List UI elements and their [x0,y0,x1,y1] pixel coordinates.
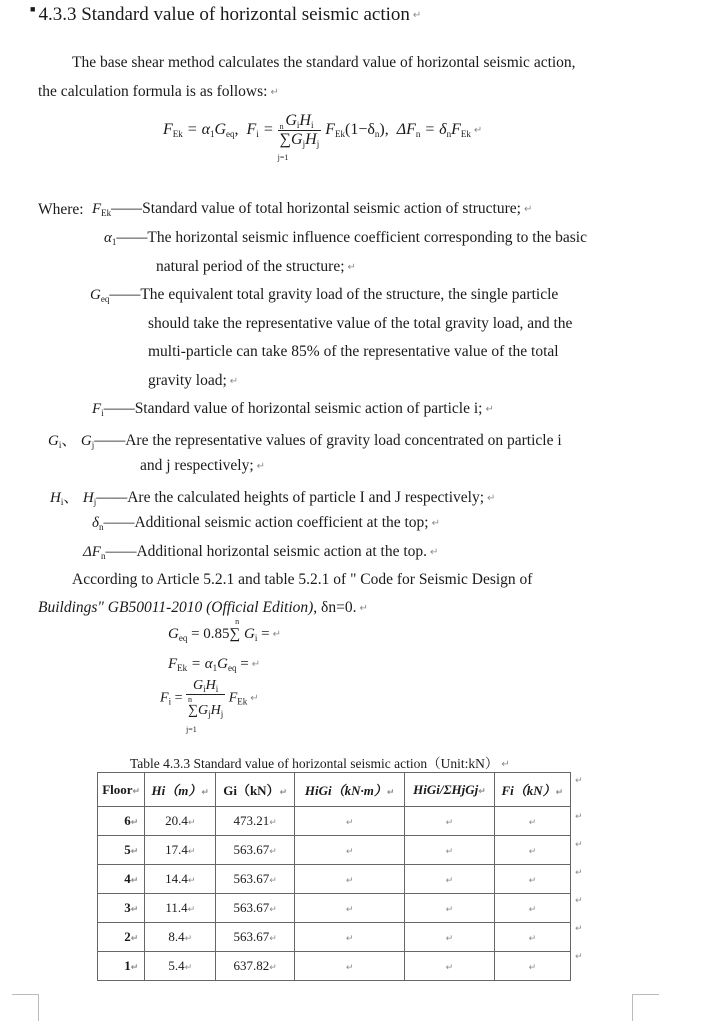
table-cell: 563.67↵ [216,923,295,952]
floor-cell: 1↵ [98,952,145,981]
table-cell: ↵ [494,807,570,836]
return-mark-icon: ↵ [412,10,422,22]
row-end-mark-icon: ↵ [575,924,583,934]
row-end-mark-icon: ↵ [575,840,583,850]
return-mark-icon: ↵ [229,375,239,387]
return-mark-icon: ↵ [430,546,439,558]
article-line-1: According to Article 5.2.1 and table 5.2.1 of " Code for Seismic Design of [72,571,533,588]
header-gi: Gi（kN）↵ [216,773,295,807]
table-cell: ↵ [295,836,405,865]
intro-line-1: The base shear method calculates the standard value of horizontal seismic action, [72,54,576,71]
definition-alpha1-line2: natural period of the structure; ↵ [156,258,356,275]
table-caption: Table 4.3.3 Standard value of horizontal seismic action（Unit:kN） ↵ [130,756,510,771]
table-cell: ↵ [494,952,570,981]
table-cell: ↵ [405,807,495,836]
return-mark-icon: ↵ [473,125,483,136]
header-hi: Hi（m）↵ [145,773,216,807]
table-cell: ↵ [494,894,570,923]
table-cell: 563.67↵ [216,894,295,923]
header-ratio: HiGi/ΣHjGj↵ [405,773,495,807]
floor-cell: 4↵ [98,865,145,894]
row-end-mark-icon: ↵ [575,952,583,962]
header-higi: HiGi（kN·m）↵ [295,773,405,807]
table-cell: ↵ [494,923,570,952]
return-mark-icon: ↵ [256,460,266,472]
definition-delta-n: $\delta_n——Additional$ seismic action coefficient at the top; ↵ [92,514,441,532]
definition-gi-gj-line2: and j respectively; ↵ [140,457,266,474]
return-mark-icon: ↵ [251,659,261,671]
return-mark-icon: ↵ [272,629,281,641]
return-mark-icon: ↵ [250,693,259,704]
table-row [98,894,571,923]
header-floor: Floor↵ [98,773,145,807]
table-row [98,923,571,952]
definition-geq-line3: multi-particle can take 85% of the representative value of the total [148,343,559,360]
return-mark-icon: ↵ [359,602,368,614]
bullet-icon: ■ [30,4,36,14]
row-end-mark-icon: ↵ [575,896,583,906]
table-cell: ↵ [494,836,570,865]
floor-cell: 5↵ [98,836,145,865]
page-corner-right [632,994,659,1021]
table-cell: ↵ [295,923,405,952]
table-row [98,865,571,894]
table-cell: 20.4↵ [145,807,216,836]
where-label: Where: [38,201,84,218]
formula-fi: $F_i$ = $G_iH_i$ n $\sum G_jH_j$ j=1 $F_{Ek}$ ↵ [160,678,259,734]
definition-fek: $F_{Ek}——Standard$ value of total horizontal seismic action of structure; ↵ [92,200,533,218]
main-formula-fraction: $G_iH_i$ n $\sum G_jH_j$ j=1 [277,112,320,162]
definition-geq-line2: should take the representative value of the total gravity load, and the [148,315,573,332]
table-row [98,807,571,836]
table-cell: ↵ [405,836,495,865]
seismic-action-table [97,772,571,981]
row-end-mark-icon: ↵ [575,776,583,786]
return-mark-icon: ↵ [485,403,494,415]
table-cell: ↵ [295,807,405,836]
table-cell: ↵ [295,894,405,923]
table-cell: 11.4↵ [145,894,216,923]
return-mark-icon: ↵ [270,86,279,98]
table-cell: ↵ [405,865,495,894]
definition-geq-line4: gravity load; ↵ [148,372,239,389]
table-row [98,836,571,865]
table-cell: 8.4↵ [145,923,216,952]
table-cell: 5.4↵ [145,952,216,981]
table-header-row [98,773,571,807]
table-cell: ↵ [405,923,495,952]
definition-delta-fn: $\Delta F_n——Additional$ horizontal seismic action at the top. ↵ [83,543,439,561]
definition-geq: $G_{eq}——The$ equivalent total gravity load of the structure, the single particle [90,286,559,304]
table-cell: 637.82↵ [216,952,295,981]
table-cell: ↵ [405,952,495,981]
definition-gi-gj: $G_i$、 $G_j——Are$ the representative values of gravity load concentrated on particle i [48,432,562,450]
return-mark-icon: ↵ [347,261,356,273]
table-cell: ↵ [295,865,405,894]
table-cell: 563.67↵ [216,865,295,894]
floor-cell: 3↵ [98,894,145,923]
return-mark-icon: ↵ [501,759,510,771]
formula-fek: $F_{Ek} = \alpha_1G_{eq}$ = ↵ [168,656,261,673]
return-mark-icon: ↵ [523,203,533,215]
definition-fi: $F_i——Standard$ value of horizontal seismic action of particle i; ↵ [92,400,494,418]
row-end-mark-icon: ↵ [575,812,583,822]
table-cell: 563.67↵ [216,836,295,865]
table-cell: ↵ [494,865,570,894]
table-cell: 473.21↵ [216,807,295,836]
section-heading [30,4,421,26]
section-heading-text: 4.3.3 Standard value of horizontal seismic action [38,4,410,25]
table-row [98,952,571,981]
intro-line-2: the calculation formula is as follows: ↵ [38,83,279,100]
formula-fi-fraction: $G_iH_i$ n $\sum G_jH_j$ j=1 [185,678,224,734]
definition-alpha1: $\alpha_1——The$ horizontal seismic influence coefficient corresponding to the basic [104,229,587,247]
table-cell: 17.4↵ [145,836,216,865]
page-corner-left [12,994,39,1021]
return-mark-icon: ↵ [431,517,441,529]
table-cell: ↵ [295,952,405,981]
definition-hi-hj: $H_i$、 $H_j——Are$ the calculated heights of particle I and J respectively; ↵ [50,489,496,507]
article-line-2: Buildings" GB50011-2010 (Official Edition), δn=0. ↵ [38,599,368,616]
header-fi: Fi（kN）↵ [494,773,570,807]
formula-geq: $G_{eq} = 0.85\sum$ n $G_i$ = ↵ [168,617,281,643]
floor-cell: 2↵ [98,923,145,952]
table-cell: 14.4↵ [145,865,216,894]
return-mark-icon: ↵ [487,492,496,504]
floor-cell: 6↵ [98,807,145,836]
row-end-mark-icon: ↵ [575,868,583,878]
main-formula: $F_{Ek} = \alpha_1G_{eq}$, $F_i$ = $G_iH_i$ n $\sum G_jH_j$ j=1 $F_{Ek}(1-\delta_n)$, $\Delta F_n = \delta_nF_{Ek}$ ↵ [163,112,483,162]
table-cell: ↵ [405,894,495,923]
